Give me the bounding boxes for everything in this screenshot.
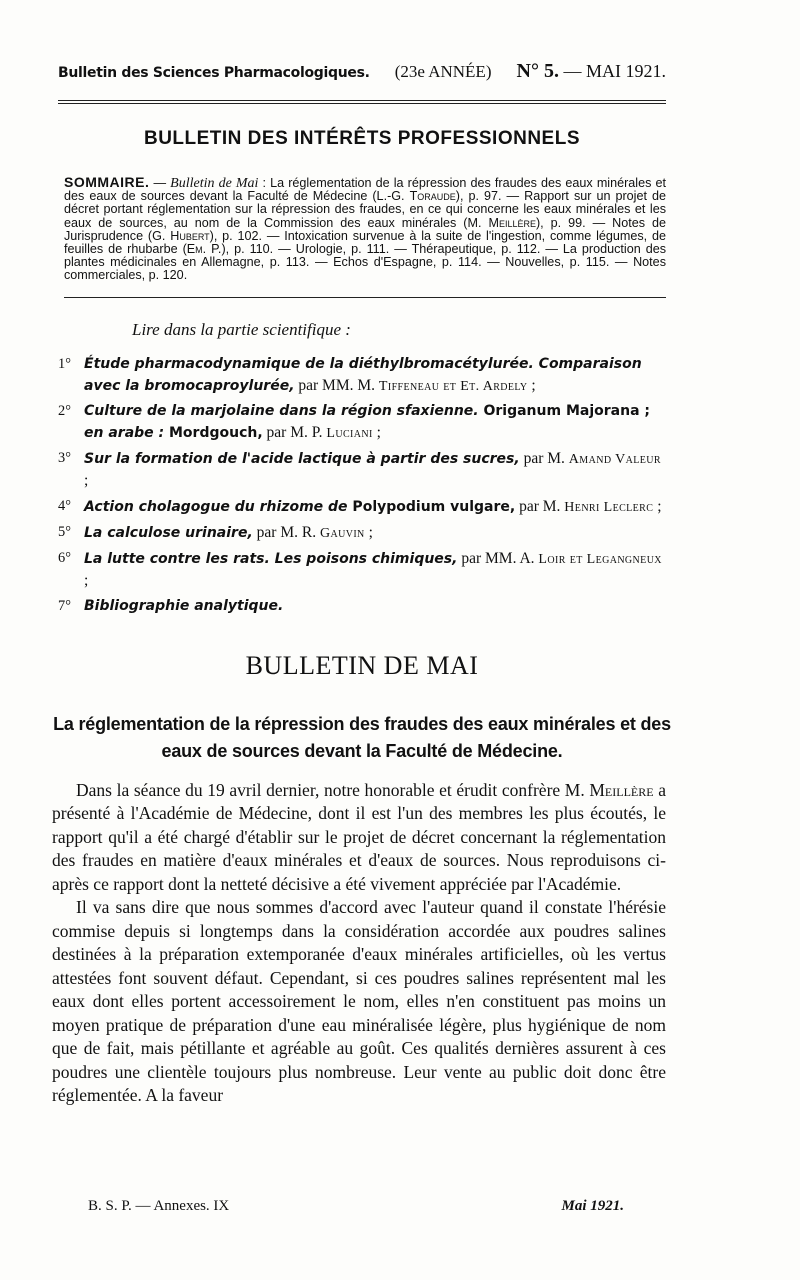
paragraph-1 (52, 779, 666, 897)
issue-date: — MAI 1921. (563, 61, 666, 81)
issue-number: N° 5. (516, 60, 559, 82)
scientific-part-heading: Lire dans la partie scientifique : (132, 319, 351, 339)
summary-text-5: ), p. 110. — Urologie, p. 111. — Thérapeutique, p. 112. — La production des plantes médicinales en Allemagne, p. 113. — Echos d'Espagne, p. 114. — Nouvelles, p. 115. — Notes commerciales, p. 120. (64, 242, 667, 283)
list-item (58, 448, 666, 492)
article-body (52, 779, 666, 1108)
journal-title: Bulletin des Sciences Pharmacologiques. (58, 65, 370, 81)
item-title: La calculose urinaire, (84, 524, 253, 541)
summary-author-3: Hubert (170, 228, 210, 243)
item-by: par M. P. (262, 423, 327, 441)
item-authors: Tiffeneau et Et. Ardely (378, 378, 528, 394)
item-authors: Henri Leclerc (564, 499, 654, 515)
item-authors: Luciani (326, 425, 373, 441)
list-item (58, 401, 666, 444)
summary-lead: Bulletin de Mai (170, 176, 259, 191)
summary-text-1: : La réglementation de la répression des fraudes des eaux minérales et des eaux de sources devant la Faculté de Médecine (L.-G. (64, 176, 667, 204)
summary-rule (64, 297, 666, 298)
header-rule-thin (58, 103, 666, 104)
item-end: ; (84, 571, 89, 589)
summary-keyword: SOMMAIRE. (64, 174, 150, 190)
item-end: ; (372, 423, 381, 441)
item-by: par MM. M. (294, 376, 379, 394)
item-end: ; (364, 523, 373, 541)
item-number: 7° (58, 597, 71, 614)
item-by: par M. (515, 497, 565, 515)
item-authors: Gauvin (319, 525, 365, 541)
item-number: 2° (58, 402, 71, 419)
paragraph-1-text-a: Dans la séance du 19 avril dernier, notre honorable et érudit confrère M. (76, 779, 590, 800)
item-end: ; (527, 376, 536, 394)
item-title: Bibliographie analytique. (84, 597, 284, 614)
item-number: 1° (58, 355, 71, 372)
header-rule (58, 100, 666, 101)
item-title: Action cholagogue du rhizome de (84, 498, 348, 515)
footer-signature: B. S. P. — Annexes. IX (88, 1198, 230, 1214)
summary-author-1: Toraude (409, 189, 456, 204)
list-item (58, 496, 666, 518)
item-number: 5° (58, 523, 71, 540)
item-number: 6° (58, 549, 71, 566)
scientific-contents-list (58, 354, 666, 617)
item-by: par M. R. (252, 523, 320, 541)
issue-label (517, 60, 666, 83)
year-label: (23e ANNÉE) (394, 62, 492, 81)
item-end: ; (84, 471, 89, 489)
running-header (58, 60, 666, 100)
item-authors: Loir et Legangneux (538, 551, 662, 567)
summary-author-4: Em. P. (186, 242, 222, 257)
item-number: 3° (58, 449, 71, 466)
item-title: La lutte contre les rats. Les poisons chimiques, (84, 550, 458, 567)
list-item (58, 548, 666, 592)
summary-text-3: ), p. 99. — Notes de Jurisprudence (G. (64, 215, 667, 243)
paragraph-1-text-b: a présenté à l'Académie de Médecine, dont il est l'un des membres les plus écoutés, le rapport qu'il a été chargé d'établir sur le projet de décret concernant la réglementation des fraudes en matière d'eaux minérales et d'eaux de sources. Nous reproduisons ci-après ce rapport dont la netteté décisive a été vivement appréciée par l'Académie. (52, 779, 666, 894)
document-page (52, 60, 671, 1108)
list-item (58, 354, 666, 397)
item-title: Étude pharmacodynamique de la diéthylbromacétylurée. Comparaison avec la bromocaproylurée, (84, 355, 642, 394)
item-number: 4° (58, 497, 71, 514)
list-item (58, 596, 666, 617)
item-title-2: en arabe : (84, 424, 165, 441)
item-end: ; (653, 497, 662, 515)
item-latin-name: Origanum Majorana ; (478, 402, 650, 419)
list-item (58, 522, 666, 544)
page-footer (88, 1198, 624, 1215)
item-title: Culture de la marjolaine dans la région sfaxienne. (84, 402, 479, 419)
item-arabic-name: Mordgouch, (164, 424, 263, 441)
item-latin-name: Polypodium vulgare, (347, 498, 516, 515)
article-title: La réglementation de la répression des fraudes des eaux minérales et des eaux de sources devant la Faculté de Médecine. (53, 713, 671, 761)
summary-author-2: Meillère (488, 215, 536, 230)
footer-date: Mai 1921. (561, 1198, 624, 1214)
paragraph-2: Il va sans dire que nous sommes d'accord avec l'auteur quand il constate l'hérésie commise depuis si longtemps dans la considération accordée aux poudres salines destinées à la préparation extemporanée d'eaux minérales artificielles, où les vertus attestées font souvent défaut. Cependant, si ces poudres salines représentent mal les eaux dont elles portent accessoirement le nom, elles n'en constituent pas moins un moyen pratique de préparation d'une eau minéralisée légère, plus hygiénique de nom que de fait, mais pétillante et agréable au goût. Ces qualités dernières assurent à ces poudres une clientèle toujours plus nombreuse. Leur vente au public doit donc être réglementée. A la faveur (52, 897, 666, 1106)
summary-text-4: ), p. 102. — Intoxication survenue à la suite de l'ingestion, comme légumes, de feuilles de rhubarbe ( (64, 228, 667, 257)
banner-title: BULLETIN DES INTÉRÊTS PROFESSIONNELS (143, 128, 581, 149)
section-title: BULLETIN DE MAI (245, 650, 479, 680)
author-name: Meillère (589, 779, 654, 800)
item-by: par M. (519, 449, 569, 467)
item-authors: Amand Valeur (568, 451, 661, 467)
item-by: par MM. A. (457, 549, 539, 567)
summary-dash: — (149, 176, 171, 190)
summary-block (64, 176, 666, 283)
summary-text-2: ), p. 97. — Rapport sur un projet de décret portant réglementation sur la répression des fraudes, en ce qui concerne les eaux minérales et les eaux de sources, au nom de la Commission des eaux minérales (M. (64, 189, 667, 230)
item-title: Sur la formation de l'acide lactique à partir des sucres, (84, 450, 520, 467)
